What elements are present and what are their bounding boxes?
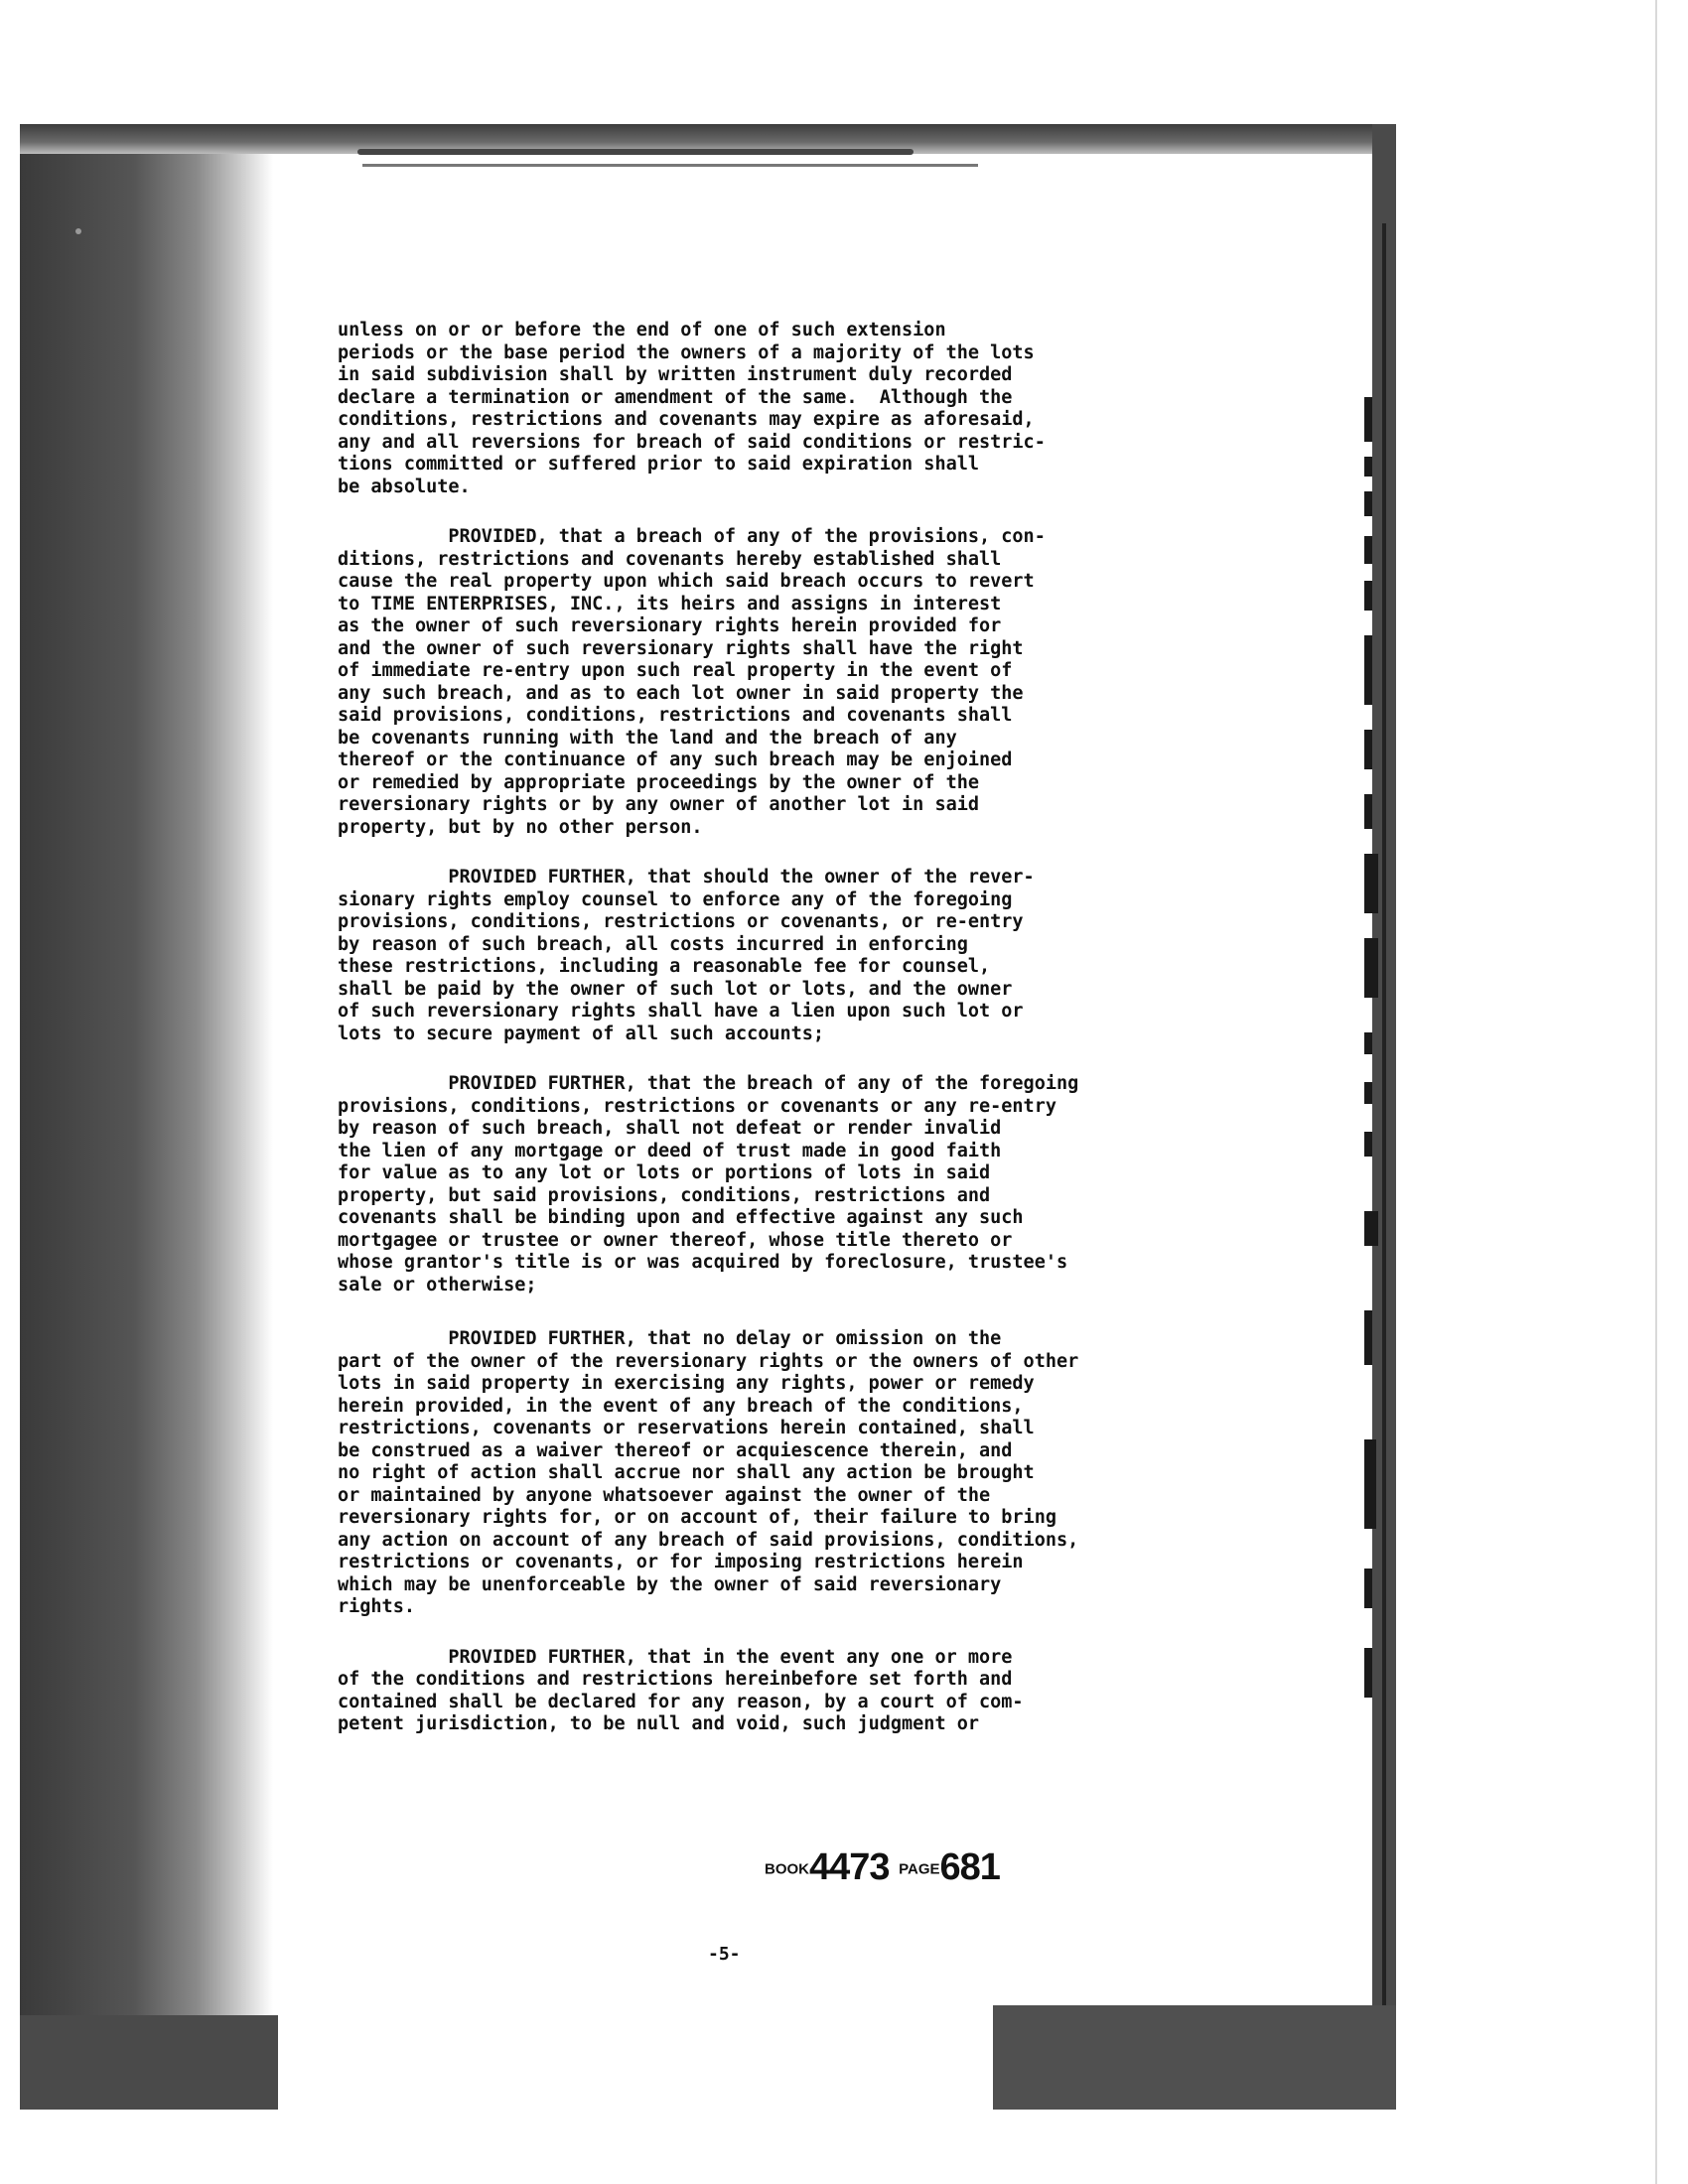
text-line: declare a termination or amendment of the same. Although the <box>338 386 1013 408</box>
text-line: restrictions or covenants, or for imposing restrictions herein <box>338 1552 1024 1572</box>
text-line: shall be paid by the owner of such lot or lots, and the owner <box>338 978 1013 1000</box>
text-line: or remedied by appropriate proceedings by the owner of the <box>338 771 980 793</box>
text-line: PROVIDED FURTHER, that in the event any one or more <box>338 1646 1013 1668</box>
text-line: which may be unenforceable by the owner of said reversionary <box>338 1573 1002 1595</box>
text-line: herein provided, in the event of any breach of the conditions, <box>338 1395 1024 1417</box>
paragraph-1 <box>338 320 1336 498</box>
text-line: and the owner of such reversionary rights shall have the right <box>338 637 1024 659</box>
page-right-border <box>1655 0 1657 2184</box>
text-line: restrictions, covenants or reservations herein contained, shall <box>338 1418 1035 1438</box>
text-line: any and all reversions for breach of said conditions or restric- <box>338 431 1046 453</box>
text-line: said provisions, conditions, restrictions and covenants shall <box>338 705 1013 726</box>
book-label: BOOK <box>765 1860 809 1878</box>
scan-dot <box>75 228 81 234</box>
paragraph-2 <box>338 526 1336 839</box>
text-line: sale or otherwise; <box>338 1274 537 1296</box>
page-ref: 681 <box>939 1846 1000 1888</box>
text-line: lots in said property in exercising any rights, power or remedy <box>338 1373 1035 1394</box>
text-line: any action on account of any breach of said provisions, conditions, <box>338 1529 1079 1551</box>
text-line: PROVIDED FURTHER, that the breach of any of the foregoing <box>338 1073 1079 1094</box>
text-line: of immediate re-entry upon such real property in the event of <box>338 660 1013 681</box>
paragraph-5 <box>338 1328 1336 1619</box>
text-line: to TIME ENTERPRISES, INC., its heirs and assigns in interest <box>338 593 1002 614</box>
text-line: reversionary rights or by any owner of another lot in said <box>338 794 980 815</box>
text-line: unless on or or before the end of one of such extension <box>338 320 946 341</box>
text-line: whose grantor's title is or was acquired by foreclosure, trustee's <box>338 1252 1068 1273</box>
paragraph-3 <box>338 867 1336 1045</box>
text-line: mortgagee or trustee or owner thereof, whose title thereto or <box>338 1229 1013 1251</box>
page-number: -5- <box>708 1944 741 1965</box>
text-line: petent jurisdiction, to be null and void, such judgment or <box>338 1713 980 1734</box>
text-line: covenants shall be binding upon and effective against any such <box>338 1207 1024 1228</box>
text-line: lots to secure payment of all such accounts; <box>338 1023 825 1044</box>
text-line: be covenants running with the land and the breach of any <box>338 727 957 749</box>
text-line: by reason of such breach, all costs incurred in enforcing <box>338 933 968 955</box>
text-line: tions committed or suffered prior to said expiration shall <box>338 454 980 475</box>
text-line: or maintained by anyone whatsoever against the owner of the <box>338 1484 991 1506</box>
text-line: provisions, conditions, restrictions or covenants or any re-entry <box>338 1095 1056 1117</box>
text-line: reversionary rights for, or on account of, their failure to bring <box>338 1507 1056 1528</box>
text-line: PROVIDED FURTHER, that should the owner of the rever- <box>338 867 1035 887</box>
text-line: be absolute. <box>338 476 471 497</box>
text-line: the lien of any mortgage or deed of trust made in good faith <box>338 1140 1002 1161</box>
text-line: these restrictions, including a reasonable fee for counsel, <box>338 956 991 977</box>
book-page-stamp <box>765 1846 1000 1889</box>
scan-top-bar-thin <box>362 164 978 167</box>
text-line: as the owner of such reversionary rights herein provided for <box>338 615 1002 636</box>
text-line: of the conditions and restrictions hereinbefore set forth and <box>338 1669 1013 1690</box>
scan-right-edge <box>1382 223 1386 2090</box>
book-number: 4473 <box>809 1846 890 1888</box>
text-line: ditions, restrictions and covenants hereby established shall <box>338 548 1002 570</box>
text-line: conditions, restrictions and covenants may expire as aforesaid, <box>338 409 1035 430</box>
document-body <box>338 320 1336 1736</box>
text-line: in said subdivision shall by written instrument duly recorded <box>338 364 1013 385</box>
text-line: thereof or the continuance of any such breach may be enjoined <box>338 750 1013 770</box>
scan-shadow-left <box>20 124 273 2110</box>
scan-bottom-left-block <box>20 2015 278 2110</box>
text-line: of such reversionary rights shall have a lien upon such lot or <box>338 1001 1024 1022</box>
text-line: PROVIDED FURTHER, that no delay or omission on the <box>338 1328 1002 1349</box>
paragraph-4 <box>338 1073 1336 1297</box>
text-line: no right of action shall accrue nor shall any action be brought <box>338 1462 1035 1483</box>
text-line: be construed as a waiver thereof or acquiescence therein, and <box>338 1439 1013 1461</box>
text-line: cause the real property upon which said breach occurs to revert <box>338 571 1035 592</box>
text-line: contained shall be declared for any reason, by a court of com- <box>338 1691 1024 1712</box>
text-line: periods or the base period the owners of a majority of the lots <box>338 341 1035 363</box>
paragraph-6 <box>338 1647 1336 1736</box>
text-line: property, but said provisions, conditions, restrictions and <box>338 1184 991 1206</box>
page-label: PAGE <box>899 1860 940 1878</box>
scan-top-bar <box>357 149 914 155</box>
text-line: any such breach, and as to each lot owner in said property the <box>338 682 1024 704</box>
text-line: rights. <box>338 1596 415 1617</box>
text-line: PROVIDED, that a breach of any of the provisions, con- <box>338 526 1046 547</box>
text-line: part of the owner of the reversionary rights or the owners of other <box>338 1350 1079 1372</box>
text-line: property, but by no other person. <box>338 816 703 838</box>
scan-bottom-right-block <box>993 2005 1396 2110</box>
text-line: sionary rights employ counsel to enforce any of the foregoing <box>338 888 1013 910</box>
text-line: by reason of such breach, shall not defeat or render invalid <box>338 1118 1002 1139</box>
text-line: for value as to any lot or lots or portions of lots in said <box>338 1162 991 1183</box>
text-line: provisions, conditions, restrictions or covenants, or re-entry <box>338 911 1024 932</box>
right-edge-marks <box>1358 397 1382 2085</box>
